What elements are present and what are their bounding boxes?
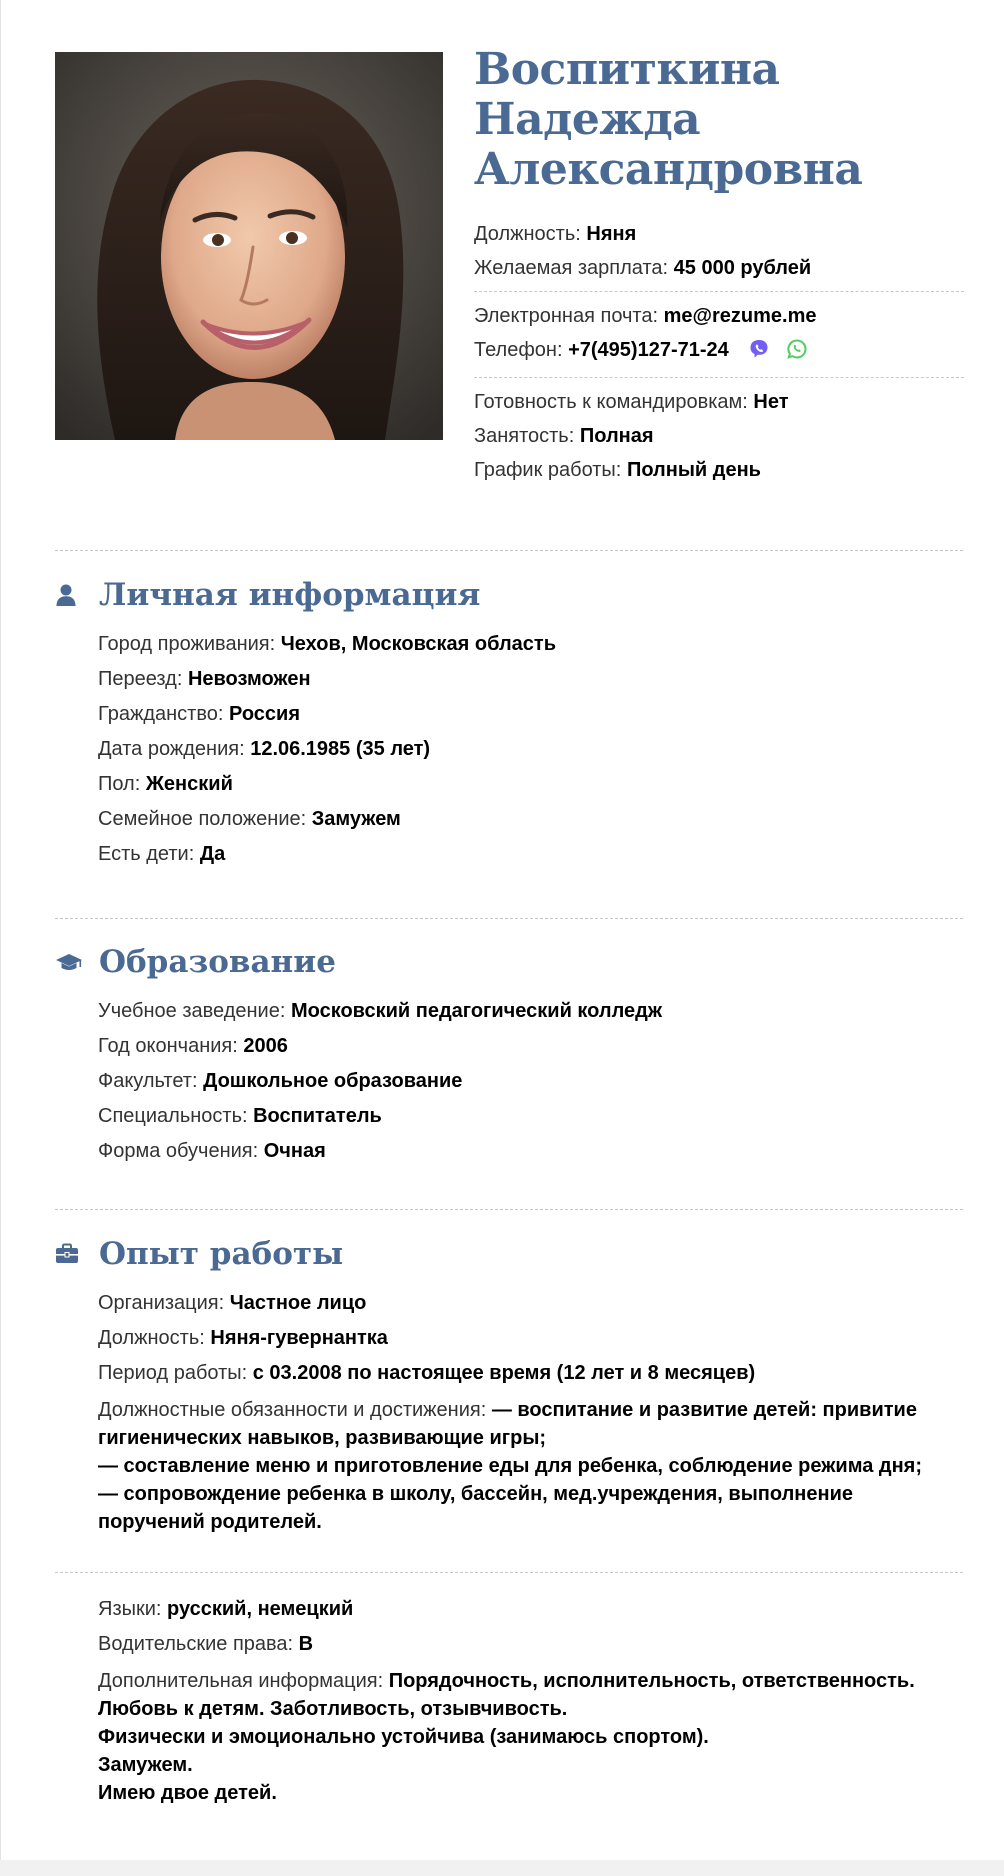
- study-form-value: Очная: [263, 1140, 326, 1162]
- duties-row: [98, 1390, 965, 1541]
- study-form-row: [98, 1133, 965, 1168]
- faculty-value: Дошкольное образование: [203, 1070, 463, 1092]
- gender-label: Пол:: [98, 773, 141, 795]
- phone-row: [474, 333, 964, 371]
- citizenship-row: [98, 696, 965, 731]
- gender-row: [98, 766, 965, 801]
- employment-value: Полная: [579, 425, 654, 447]
- faculty-row: [98, 1063, 965, 1098]
- phone-label: Телефон:: [474, 339, 563, 361]
- organization-row: [98, 1285, 965, 1320]
- extra-section: [55, 1591, 965, 1812]
- salary-value: 45 000 рублей: [673, 257, 812, 279]
- schedule-row: [474, 453, 964, 487]
- job-title-row: [98, 1320, 965, 1355]
- patronymic: Александровна: [474, 144, 863, 195]
- header-info: [474, 45, 964, 487]
- position-value: Няня: [586, 223, 637, 245]
- salary-label: Желаемая зарплата:: [474, 257, 669, 279]
- divider: [474, 377, 964, 378]
- full-name: [474, 45, 964, 195]
- position-row: [474, 217, 964, 251]
- section-divider: [55, 1209, 963, 1210]
- city-row: [98, 626, 965, 661]
- work-period-label: Период работы:: [98, 1362, 248, 1384]
- travel-label: Готовность к командировкам:: [474, 391, 748, 413]
- birthdate-label: Дата рождения:: [98, 738, 245, 760]
- phone-link[interactable]: +7(495)127-71-24: [568, 339, 729, 361]
- organization-label: Организация:: [98, 1292, 225, 1314]
- last-name: Воспиткина: [474, 44, 780, 95]
- driving-license-value: B: [298, 1633, 314, 1655]
- position-label: Должность:: [474, 223, 581, 245]
- section-divider: [55, 918, 963, 919]
- personal-heading: [55, 572, 965, 618]
- graduation-year-value: 2006: [243, 1035, 288, 1057]
- marital-label: Семейное положение:: [98, 808, 307, 830]
- children-label: Есть дети:: [98, 843, 195, 865]
- children-row: [98, 836, 965, 871]
- viber-icon[interactable]: [748, 338, 770, 366]
- personal-title: Личная информация: [99, 577, 481, 613]
- gender-value: Женский: [145, 773, 233, 795]
- additional-info-row: [98, 1661, 965, 1812]
- education-section: [55, 939, 965, 1168]
- citizenship-value: Россия: [228, 703, 300, 725]
- languages-row: [98, 1591, 965, 1626]
- salary-row: [474, 251, 964, 285]
- duties-value: — воспитание и развитие детей: привитие гигиенических навыков, развивающие игры; — составление меню и приготовление еды для ребенка, соблюдение режима дня; — сопровождение ребенка в школу, бассейн, мед.учреждения, выполнение поручений родителей.: [98, 1399, 923, 1533]
- experience-heading: [55, 1231, 965, 1277]
- email-label: Электронная почта:: [474, 305, 659, 327]
- city-label: Город проживания:: [98, 633, 276, 655]
- personal-section: [55, 572, 965, 871]
- person-icon: [55, 580, 99, 610]
- profile-photo: [55, 52, 443, 440]
- section-divider: [55, 550, 963, 551]
- schedule-value: Полный день: [626, 459, 761, 481]
- institution-value: Московский педагогический колледж: [290, 1000, 663, 1022]
- travel-row: [474, 385, 964, 419]
- divider: [474, 291, 964, 292]
- birthdate-value: 12.06.1985 (35 лет): [250, 738, 431, 760]
- specialty-label: Специальность:: [98, 1105, 248, 1127]
- marital-value: Замужем: [311, 808, 401, 830]
- city-value: Чехов, Московская область: [280, 633, 557, 655]
- driving-license-row: [98, 1626, 965, 1661]
- graduation-cap-icon: [55, 947, 99, 977]
- graduation-year-label: Год окончания:: [98, 1035, 238, 1057]
- duties-label: Должностные обязанности и достижения:: [98, 1399, 487, 1421]
- birthdate-row: [98, 731, 965, 766]
- languages-value: русский, немецкий: [167, 1598, 354, 1620]
- children-value: Да: [199, 843, 226, 865]
- experience-section: [55, 1231, 965, 1541]
- organization-value: Частное лицо: [229, 1292, 367, 1314]
- section-divider: [55, 1572, 963, 1573]
- email-link[interactable]: me@rezume.me: [663, 305, 817, 327]
- faculty-label: Факультет:: [98, 1070, 198, 1092]
- relocation-value: Невозможен: [187, 668, 311, 690]
- specialty-value: Воспитатель: [253, 1105, 382, 1127]
- work-period-value: с 03.2008 по настоящее время (12 лет и 8 месяцев): [252, 1362, 756, 1384]
- travel-value: Нет: [753, 391, 789, 413]
- job-title-value: Няня-гувернантка: [210, 1327, 388, 1349]
- study-form-label: Форма обучения:: [98, 1140, 259, 1162]
- citizenship-label: Гражданство:: [98, 703, 224, 725]
- education-heading: [55, 939, 965, 985]
- experience-title: Опыт работы: [99, 1236, 344, 1272]
- driving-license-label: Водительские права:: [98, 1633, 294, 1655]
- whatsapp-icon[interactable]: [786, 338, 808, 366]
- email-row: [474, 299, 964, 333]
- education-title: Образование: [99, 944, 336, 980]
- briefcase-icon: [55, 1239, 99, 1269]
- schedule-label: График работы:: [474, 459, 622, 481]
- relocation-row: [98, 661, 965, 696]
- work-period-row: [98, 1355, 965, 1390]
- institution-label: Учебное заведение:: [98, 1000, 286, 1022]
- graduation-year-row: [98, 1028, 965, 1063]
- employment-label: Занятость:: [474, 425, 575, 447]
- institution-row: [98, 993, 965, 1028]
- relocation-label: Переезд:: [98, 668, 183, 690]
- marital-row: [98, 801, 965, 836]
- additional-info-label: Дополнительная информация:: [98, 1670, 384, 1692]
- job-title-label: Должность:: [98, 1327, 205, 1349]
- employment-row: [474, 419, 964, 453]
- specialty-row: [98, 1098, 965, 1133]
- languages-label: Языки:: [98, 1598, 162, 1620]
- additional-info-value: Порядочность, исполнительность, ответственность. Любовь к детям. Заботливость, отзывчивость. Физически и эмоционально устойчива (занимаюсь спортом). Замужем. Имею двое детей.: [98, 1670, 915, 1804]
- first-name: Надежда: [474, 94, 701, 145]
